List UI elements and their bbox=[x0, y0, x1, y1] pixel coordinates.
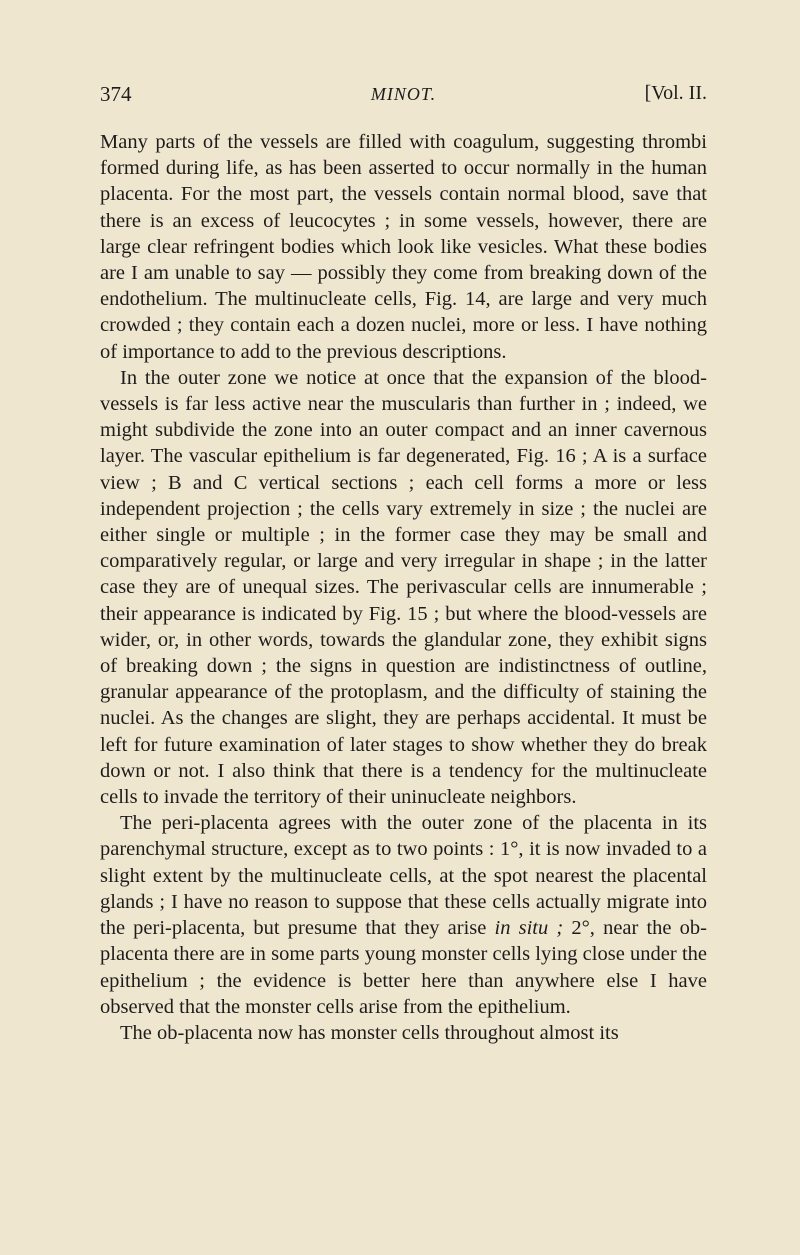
paragraph-4 bbox=[100, 1020, 707, 1046]
paragraph-3 bbox=[100, 810, 707, 1020]
paragraph-3-text-end: 2°, near the ob-placenta there are in some parts young monster cells lying close under the epithelium ; the evidence is better here than anywhere else I have observed that the monster cells arise from the epithelium. bbox=[100, 917, 708, 1018]
running-title: MINOT. bbox=[370, 84, 437, 104]
book-page bbox=[100, 82, 707, 1046]
paragraph-1-text: Many parts of the vessels are filled with coagulum, suggesting thrombi formed during life, as has been asserted to occur normally in the human placenta. For the most part, the vessels contain normal blood, save that there is an excess of leucocytes ; in some vessels, however, there are large clear refringent bodies which look like vesicles. What these bodies are I am unable to say — possibly they come from breaking down of the endothelium. The multinucleate cells, Fig. 14, are large and very much crowded ; they contain each a dozen nuclei, more or less. I have nothing of importance to add to the previous descriptions. bbox=[100, 131, 707, 363]
paragraph-1 bbox=[100, 129, 707, 365]
paragraph-4-text: The ob-placenta now has monster cells throughout almost its bbox=[120, 1021, 619, 1044]
volume-label: [Vol. II. bbox=[644, 82, 707, 104]
paragraph-3-text-start: The peri-placenta agrees with the outer zone of the placenta in its parenchymal structure, except as to two points : 1°, it is now invaded to a slight extent by the multinucleate cells, at the spot nearest the placental glands ; I have no reason to suppose that these cells actually migrate into the peri-placenta, but presume that they arise bbox=[100, 812, 707, 940]
paragraph-2-text: In the outer zone we notice at once that the expansion of the blood-vessels is far less active near the muscularis than further in ; indeed, we might subdivide the zone into an outer compact and an inner cavernous layer. The vascular epithelium is far degenerated, Fig. 16 ; A is a surface view ; B and C vertical sections ; each cell forms a more or less independent projection ; the cells vary extremely in size ; the nuclei are either single or multiple ; in the former case they may be small and comparatively regular, or large and very irregular in shape ; in the latter case they are of unequal sizes. The perivascular cells are innumerable ; their appearance is indicated by Fig. 15 ; but where the blood-vessels are wider, or, in other words, towards the glandular zone, they exhibit signs of breaking down ; the signs in question are indistinctness of outline, granular appearance of the protoplasm, and the difficulty of staining the nuclei. As the changes are slight, they are perhaps accidental. It must be left for future examination of later stages to show whether they do break down or not. I also think that there is a tendency for the multinucleate cells to invade the territory of their uninucleate neighbors. bbox=[100, 366, 707, 809]
page-number: 374 bbox=[100, 82, 132, 106]
paragraph-2 bbox=[100, 365, 707, 810]
paragraph-3-italic: in situ ; bbox=[494, 917, 564, 940]
body-text bbox=[100, 129, 707, 1046]
running-head bbox=[100, 82, 707, 116]
